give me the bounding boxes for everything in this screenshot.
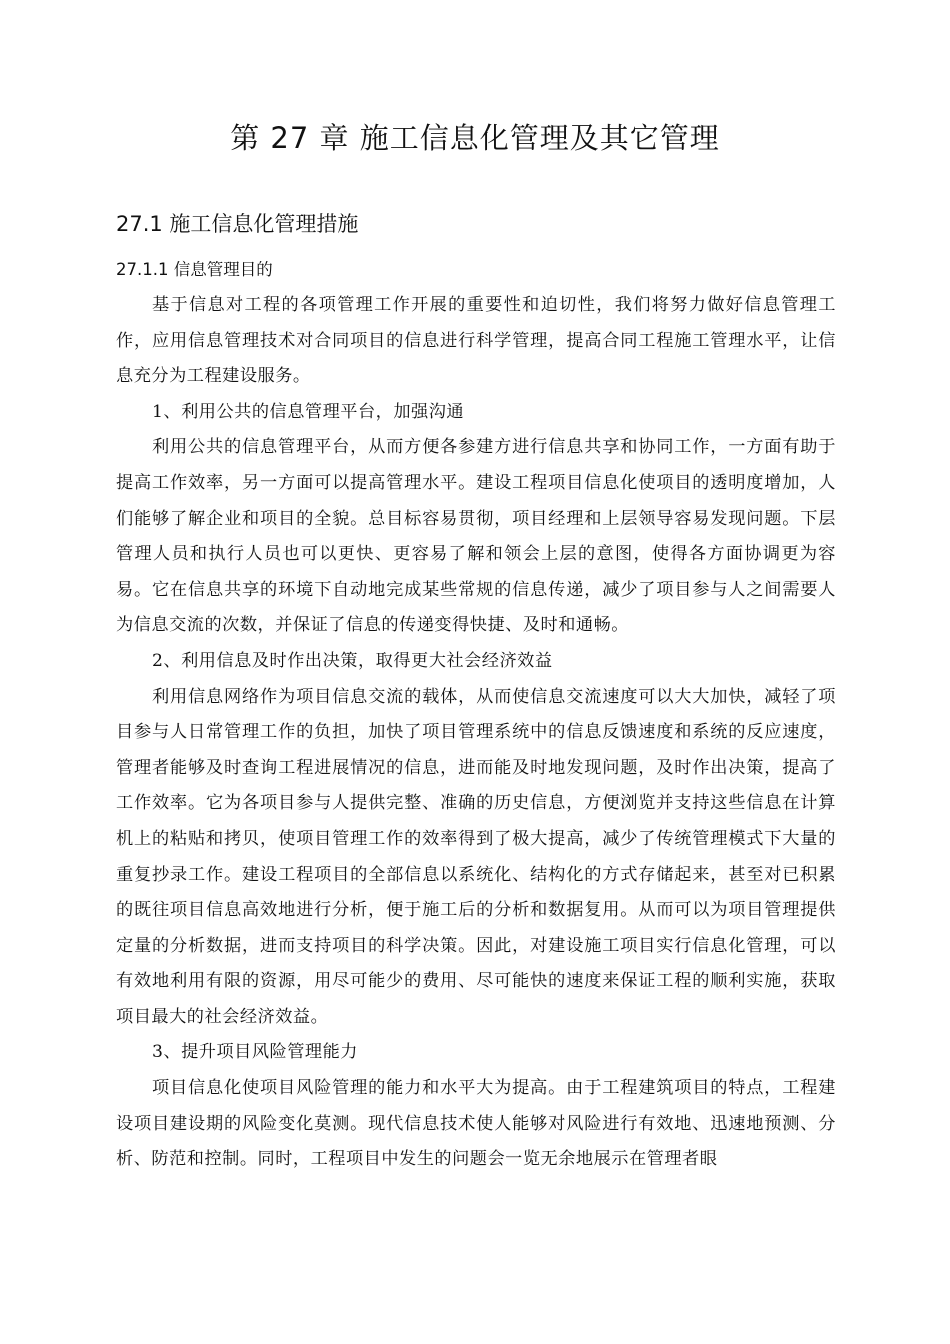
chapter-title: 第 27 章 施工信息化管理及其它管理 bbox=[230, 121, 720, 155]
section-title: 27.1 施工信息化管理措施 bbox=[116, 212, 359, 236]
subsection-title: 27.1.1 信息管理目的 bbox=[116, 260, 273, 279]
intro-paragraph: 基于信息对工程的各项管理工作开展的重要性和迫切性，我们将努力做好信息管理工作，应用信息管理技术对合同项目的信息进行科学管理，提高合同工程施工管理水平，让信息充分为工程建设服务。 bbox=[116, 295, 836, 387]
item-1-heading: 1、利用公共的信息管理平台，加强沟通 bbox=[152, 401, 465, 422]
item-2-heading: 2、利用信息及时作出决策，取得更大社会经济效益 bbox=[152, 650, 553, 671]
item-3-paragraph: 项目信息化使项目风险管理的能力和水平大为提高。由于工程建筑项目的特点，工程建设项目建设期的风险变化莫测。现代信息技术使人能够对风险进行有效地、迅速地预测、分析、防范和控制。同时，工程项目中发生的问题会一览无余地展示在管理者眼 bbox=[116, 1078, 836, 1170]
body-text bbox=[116, 288, 836, 1178]
item-3-heading: 3、提升项目风险管理能力 bbox=[152, 1042, 358, 1063]
item-1-paragraph: 利用公共的信息管理平台，从而方便各参建方进行信息共享和协同工作，一方面有助于提高工作效率，另一方面可以提高管理水平。建设工程项目信息化使项目的透明度增加，人们能够了解企业和项目的全貌。总目标容易贯彻，项目经理和上层领导容易发现问题。下层管理人员和执行人员也可以更快、更容易了解和领会上层的意图，使得各方面协调更为容易。它在信息共享的环境下自动地完成某些常规的信息传递，减少了项目参与人之间需要人为信息交流的次数，并保证了信息的传递变得快捷、及时和通畅。 bbox=[116, 437, 836, 636]
item-2-paragraph: 利用信息网络作为项目信息交流的载体，从而使信息交流速度可以大大加快，减轻了项目参与人日常管理工作的负担，加快了项目管理系统中的信息反馈速度和系统的反应速度，管理者能够及时查询工程进展情况的信息，进而能及时地发现问题，及时作出决策，提高了工作效率。它为各项目参与人提供完整、准确的历史信息，方便浏览并支持这些信息在计算机上的粘贴和拷贝，使项目管理工作的效率得到了极大提高，减少了传统管理模式下大量的重复抄录工作。建设工程项目的全部信息以系统化、结构化的方式存储起来，甚至对已积累的既往项目信息高效地进行分析，便于施工后的分析和数据复用。从而可以为项目管理提供定量的分析数据，进而支持项目的科学决策。因此，对建设施工项目实行信息化管理，可以有效地利用有限的资源，用尽可能少的费用、尽可能快的速度来保证工程的顺利实施，获取项目最大的社会经济效益。 bbox=[116, 686, 836, 1027]
